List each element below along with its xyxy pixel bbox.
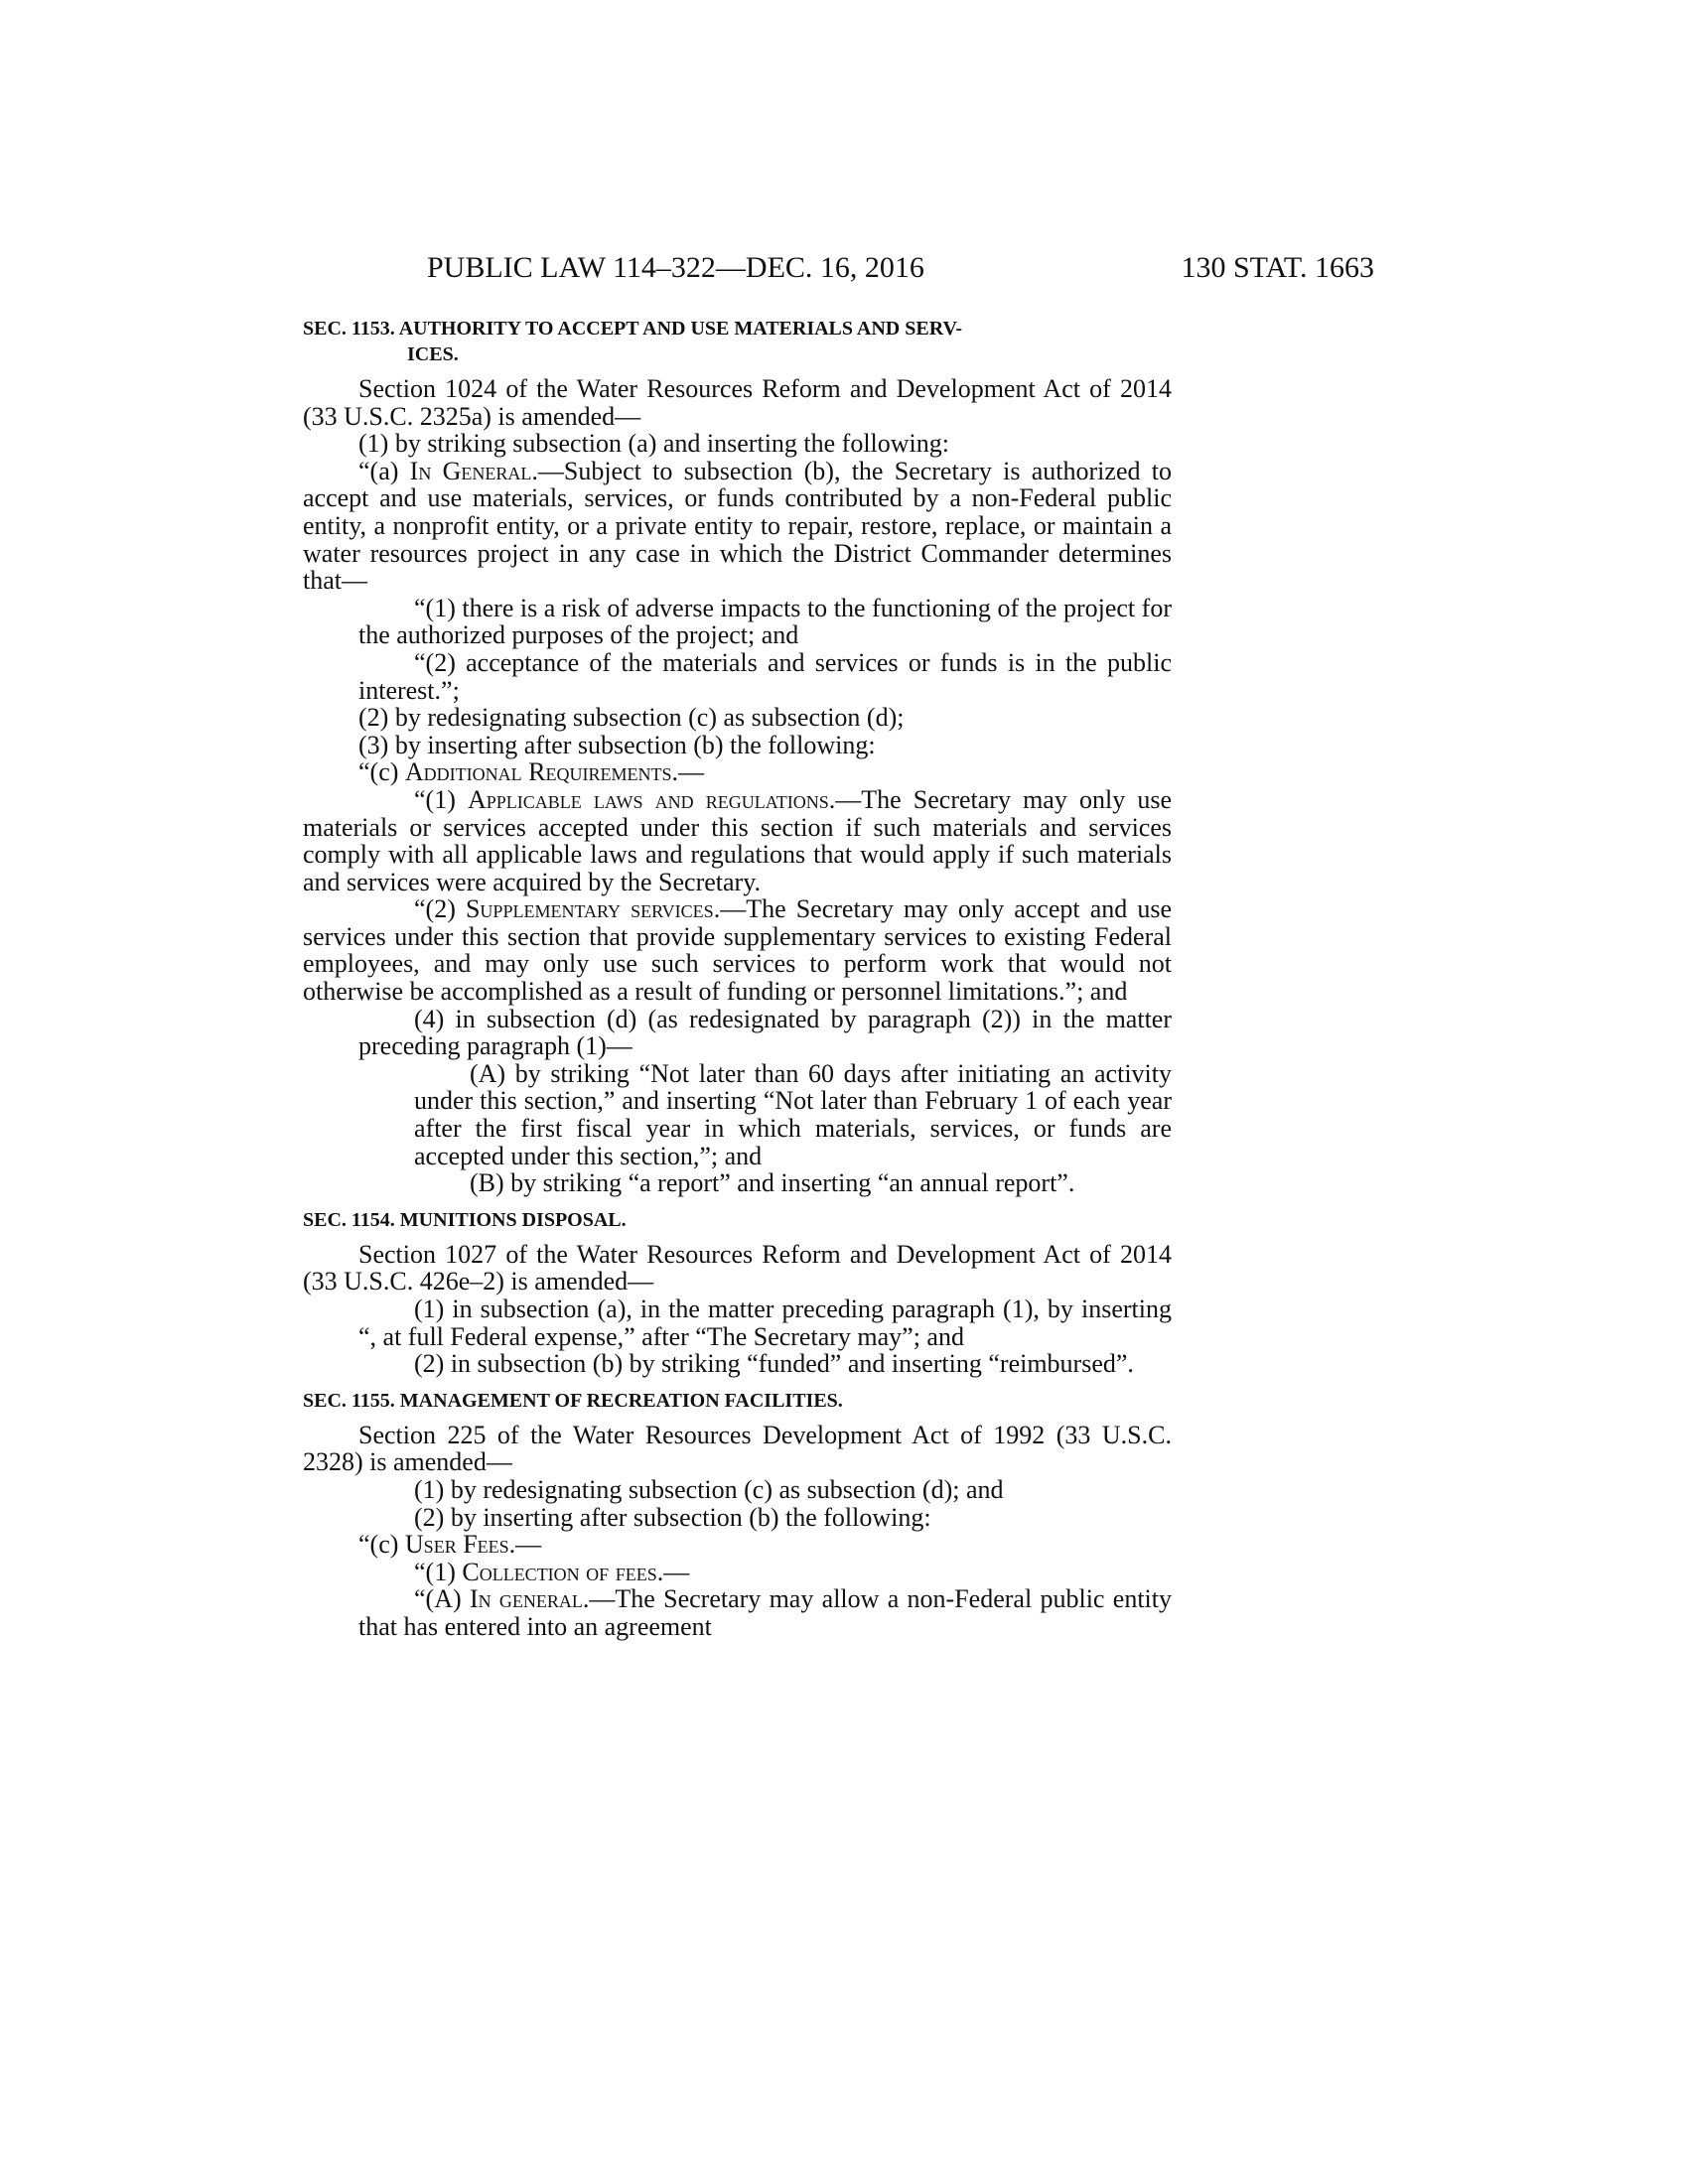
list-item: (1) in subsection (a), in the matter preceding paragraph (1), by inserting “, at full Federal expense,” after “The Secretary may”; and <box>358 1295 1172 1351</box>
paragraph-caption: Supplementary services <box>465 894 714 924</box>
quoted-subparagraph <box>303 1585 1172 1640</box>
list-item: (3) by inserting after subsection (b) the following: <box>358 730 876 759</box>
subsection-caption: Additional Requirements <box>404 757 672 787</box>
subsection-label: “(c) <box>358 1530 405 1560</box>
list-item: (1) by redesignating subsection (c) as subsection (d); and <box>414 1474 1004 1504</box>
subsection-label: “(c) <box>358 757 405 787</box>
subsection-caption: In General <box>409 456 532 485</box>
paragraph-caption: Applicable laws and regulations <box>468 784 829 814</box>
quoted-paragraph <box>303 895 1172 1005</box>
paragraph-label: “(2) <box>414 894 466 924</box>
subparagraph-text: .—The Secretary may allow a non-Federal public entity that has entered into an agreement <box>358 1584 1172 1641</box>
section-heading: SEC. 1155. MANAGEMENT OF RECREATION FACILITIES. <box>303 1389 843 1412</box>
running-header <box>298 248 1374 288</box>
list-item: (2) by redesignating subsection (c) as subsection (d); <box>358 703 905 733</box>
subsection-dash: .— <box>508 1530 542 1560</box>
section-intro: Section 1027 of the Water Resources Reform and Development Act of 2014 (33 U.S.C. 426e–2) is amended— <box>303 1239 1172 1297</box>
section-1155 <box>303 1388 1172 1641</box>
list-item: (4) in subsection (d) (as redesignated by paragraph (2)) in the matter preceding paragraph (1)— <box>358 1004 1172 1061</box>
list-subitem: (A) by striking “Not later than 60 days after initiating an activity under this section,” and inserting “Not later than February 1 of each year after the first fiscal year in which materials, services, or funds are accepted under this section,”; and <box>414 1058 1172 1170</box>
quoted-paragraph: “(1) there is a risk of adverse impacts to the functioning of the project for the authorized purposes of the project; and <box>358 593 1172 650</box>
paragraph-caption: Collection of fees <box>462 1557 657 1586</box>
subparagraph-label: “(A) <box>414 1584 470 1614</box>
quoted-subsection <box>303 458 1172 595</box>
document-body <box>303 316 1172 1641</box>
list-item: (1) by striking subsection (a) and inserting the following: <box>358 429 950 459</box>
header-stat-page: 130 STAT. 1663 <box>1181 251 1374 284</box>
subsection-caption: User Fees <box>404 1530 509 1560</box>
quoted-paragraph <box>303 1559 1172 1586</box>
section-intro: Section 225 of the Water Resources Development Act of 1992 (33 U.S.C. 2328) is amended— <box>303 1420 1172 1477</box>
section-heading: SEC. 1154. MUNITIONS DISPOSAL. <box>303 1208 627 1231</box>
subsection-label: “(a) <box>358 456 410 485</box>
subsection-text: .—Subject to subsection (b), the Secretary is authorized to accept and use materials, services, or funds contributed by a non-Federal public entity, a nonprofit entity, or a private entity to repair, restore, replace, or maintain a water resources project in any case in which the District Commander determines that— <box>303 456 1172 596</box>
paragraph-text: .—The Secretary may only use materials or services accepted under this section if such materials and services comply with all applicable laws and regulations that would apply if such materials and services were acquired by the Secretary. <box>303 784 1172 896</box>
header-law-citation: PUBLIC LAW 114–322—DEC. 16, 2016 <box>427 251 924 284</box>
list-subitem: (B) by striking “a report” and inserting “an annual report”. <box>470 1168 1075 1198</box>
quoted-paragraph <box>303 786 1172 895</box>
quoted-subsection <box>303 1531 1172 1559</box>
section-heading <box>303 316 1172 367</box>
subparagraph-caption: In general <box>469 1584 583 1614</box>
section-heading-line2: ICES. <box>407 343 459 365</box>
section-1153 <box>303 316 1172 1197</box>
paragraph-label: “(1) <box>414 1557 463 1586</box>
list-item: (2) by inserting after subsection (b) the following: <box>414 1502 931 1532</box>
quoted-subsection <box>303 758 1172 786</box>
section-1154 <box>303 1207 1172 1378</box>
spacer <box>303 1378 1172 1388</box>
paragraph-label: “(1) <box>414 784 468 814</box>
spacer <box>303 1197 1172 1207</box>
subsection-dash: .— <box>671 757 704 787</box>
section-heading-line1: SEC. 1153. AUTHORITY TO ACCEPT AND USE MATERIALS AND SERV- <box>303 318 963 340</box>
paragraph-dash: .— <box>656 1557 690 1586</box>
paragraph-text: .—The Secretary may only accept and use services under this section that provide supplementary services to existing Federal employees, and may only use such services to perform work that would not otherwise be accomplished as a result of funding or personnel limitations.”; and <box>303 894 1172 1007</box>
section-intro: Section 1024 of the Water Resources Reform and Development Act of 2014 (33 U.S.C. 2325a) is amended— <box>303 374 1172 431</box>
quoted-paragraph: “(2) acceptance of the materials and services or funds is in the public interest.”; <box>358 647 1172 705</box>
list-item: (2) in subsection (b) by striking “funded” and inserting “reimbursed”. <box>414 1349 1134 1379</box>
